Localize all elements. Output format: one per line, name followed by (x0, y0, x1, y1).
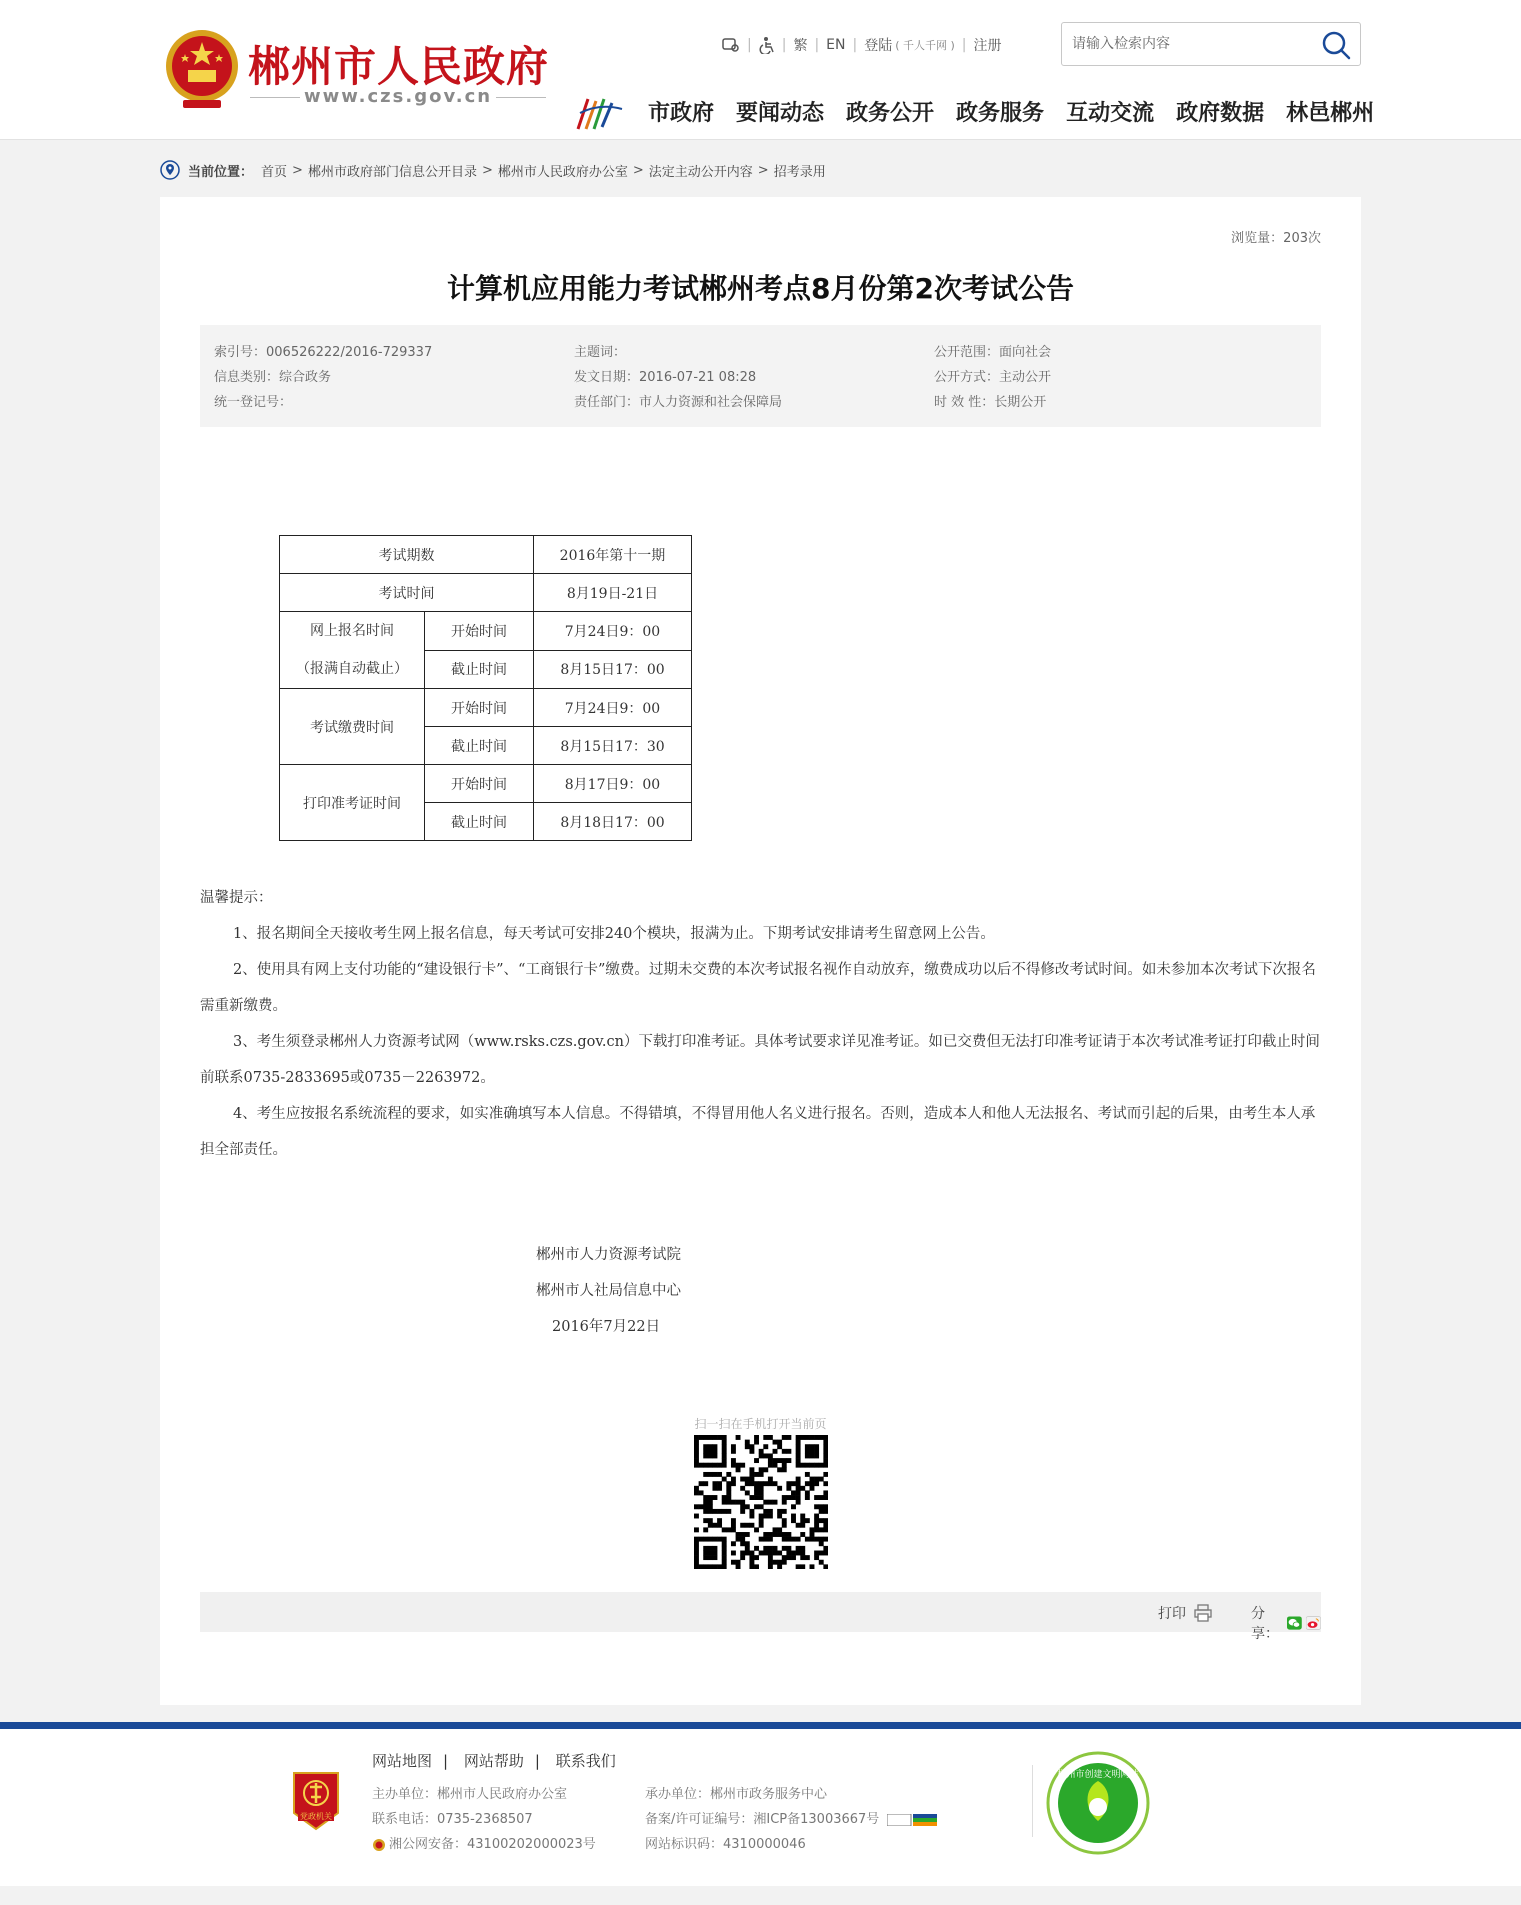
table-cell: 8月15日17：00 (534, 650, 692, 689)
table-cell: 开始时间 (425, 689, 534, 727)
breadcrumb-dept-directory[interactable]: 郴州市政府部门信息公开目录 (307, 164, 477, 180)
police-badge-icon (372, 1838, 386, 1852)
meta-subject: 主题词： (574, 345, 627, 360)
table-cell: 8月17日9：00 (534, 765, 692, 803)
footer-link-sitemap[interactable]: 网站地图 (372, 1752, 433, 1770)
site-header (0, 0, 1521, 140)
footer-links: 网站地图 | 网站帮助 | 联系我们 (372, 1752, 616, 1770)
meta-reg-no: 统一登记号： (214, 395, 293, 410)
table-cell (280, 612, 425, 689)
traditional-chinese-link[interactable]: 繁 (793, 38, 808, 54)
tip-paragraph: 3、考生须登录郴州人力资源考试网（www.rsks.czs.gov.cn）下载打印准考证。具体考试要求详见准考证。如已交费但无法打印准考证请于本次考试准考证打印截止时间前联系0735-2833695或0735－2263972。 (200, 1034, 1320, 1086)
meta-date: 发文日期：2016-07-21 08:28 (574, 370, 757, 385)
login-link[interactable]: 登陆 (864, 38, 893, 54)
meta-category: 信息类别：综合政务 (214, 370, 332, 385)
table-cell: 7月24日9：00 (534, 689, 692, 727)
table-cell: 打印准考证时间 (280, 765, 425, 841)
table-cell: 开始时间 (425, 612, 534, 651)
tip-paragraph: 2、使用具有网上支付功能的“建设银行卡”、“工商银行卡”缴费。过期未交费的本次考试报名视作自动放弃，缴费成功以后不得修改考试时间。如未参加本次考试下次报名需重新缴费。 (200, 962, 1316, 1014)
footer-police-text: 湘公网安备：43100202000023号 (389, 1837, 596, 1852)
reg-label-line1: 网上报名时间 (310, 623, 394, 639)
footer-organizer: 承办单位：郴州市政务服务中心 (645, 1787, 828, 1802)
search-icon[interactable] (1320, 29, 1352, 61)
table-row (280, 536, 692, 574)
party-badge-text: 党政机关 (300, 1812, 332, 1821)
cnzz-icon[interactable] (887, 1814, 937, 1826)
site-footer (0, 1729, 1521, 1886)
national-emblem-icon (163, 26, 241, 112)
footer-link-help[interactable]: 网站帮助 (463, 1752, 524, 1770)
site-title[interactable]: 郴州市人民政府 (248, 42, 550, 91)
exam-schedule-table (279, 535, 692, 841)
table-cell: 8月18日17：00 (534, 803, 692, 841)
table-cell: 截止时间 (425, 803, 534, 841)
top-links: | | 繁 | EN | 登陆 ( 千人千网 ) | 注册 (722, 34, 1002, 56)
elder-mode-icon[interactable] (722, 37, 740, 53)
nav-item-services[interactable]: 政务服务 (956, 101, 1045, 126)
search-input[interactable] (1072, 32, 1302, 56)
footer-host: 主办单位：郴州市人民政府办公室 (372, 1787, 568, 1802)
nav-item-data[interactable]: 政府数据 (1176, 101, 1265, 126)
site-url: www.czs.gov.cn (250, 86, 546, 107)
footer-link-contact[interactable]: 联系我们 (555, 1752, 616, 1770)
article-body (200, 880, 1321, 1168)
meta-validity: 时 效 性：长期公开 (934, 395, 1047, 410)
tip-paragraph: 1、报名期间全天接收考生网上报名信息，每天考试可安排240个模块，报满为止。下期考试安排请考生留意网上公告。 (233, 926, 995, 942)
breadcrumb-office[interactable]: 郴州市人民政府办公室 (497, 164, 628, 180)
action-bar (200, 1592, 1321, 1642)
table-cell: 开始时间 (425, 765, 534, 803)
table-cell: 截止时间 (425, 727, 534, 765)
nav-item-open-affairs[interactable]: 政务公开 (846, 101, 935, 126)
table-cell: 考试期数 (280, 536, 534, 574)
meta-dept: 责任部门：市人力资源和社会保障局 (574, 395, 783, 410)
footer-phone: 联系电话：0735-2368507 (372, 1812, 533, 1827)
breadcrumb: 当前位置： 首页 > 郴州市政府部门信息公开目录 > 郴州市人民政府办公室 > 法定主动公开内容 > 招考录用 (160, 159, 826, 181)
civilization-website-badge-icon[interactable] (1046, 1751, 1150, 1855)
table-cell: 截止时间 (425, 650, 534, 689)
breadcrumb-label: 当前位置： (188, 164, 254, 180)
meta-scope: 公开范围：面向社会 (934, 345, 1052, 360)
tip-paragraph: 4、考生应按报名系统流程的要求，如实准确填写本人信息。不得错填，不得冒用他人名义进行报名。否则，造成本人和他人无法报名、考试而引起的后果，由考生本人承担全部责任。 (200, 1106, 1316, 1158)
weibo-icon[interactable] (1306, 1615, 1321, 1631)
nav-item-interaction[interactable]: 互动交流 (1066, 101, 1155, 126)
printer-icon (1194, 1604, 1212, 1622)
login-sub-label: ( 千人千网 ) (895, 39, 955, 52)
footer-site-code: 网站标识码：4310000046 (645, 1837, 806, 1852)
main-nav (648, 96, 1374, 127)
table-cell: 2016年第十一期 (534, 536, 692, 574)
print-label: 打印 (1158, 1606, 1186, 1622)
article-meta (200, 325, 1321, 427)
english-link[interactable]: EN (826, 37, 846, 53)
share-group (1251, 1603, 1321, 1643)
table-cell: 8月19日-21日 (534, 574, 692, 612)
table-row (280, 689, 692, 727)
nav-item-news[interactable]: 要闻动态 (736, 101, 825, 126)
party-government-badge-icon[interactable] (290, 1769, 342, 1833)
city-logo-icon (574, 93, 626, 133)
view-count: 浏览量：203次 (1231, 231, 1321, 246)
qr-caption: 扫一扫在手机打开当前页 (694, 1417, 827, 1431)
print-button[interactable] (1158, 1603, 1212, 1623)
table-cell: 考试时间 (280, 574, 534, 612)
table-row (280, 612, 692, 651)
tips-title: 温馨提示： (200, 890, 273, 906)
meta-method: 公开方式：主动公开 (934, 370, 1052, 385)
nav-item-linyi-chenzhou[interactable]: 林邑郴州 (1286, 101, 1375, 126)
footer-divider (1032, 1765, 1033, 1837)
civil-badge-text: 郴州市创建文明网站 (1057, 1770, 1139, 1780)
table-cell: 7月24日9：00 (534, 612, 692, 651)
share-label: 分享： (1251, 1606, 1279, 1642)
register-link[interactable]: 注册 (973, 38, 1002, 54)
location-pin-icon (160, 160, 180, 180)
signature-date: 2016年7月22日 (552, 1319, 661, 1335)
footer-icp-text: 备案/许可证编号：湘ICP备13003667号 (645, 1812, 880, 1827)
qr-code-icon (694, 1435, 828, 1569)
search-box (1061, 22, 1361, 66)
footer-police-record[interactable] (372, 1832, 596, 1857)
breadcrumb-statutory[interactable]: 法定主动公开内容 (648, 164, 753, 180)
accessibility-icon[interactable] (759, 36, 775, 54)
signature-org1: 郴州市人力资源考试院 (536, 1247, 681, 1263)
footer-icp[interactable] (645, 1807, 937, 1832)
meta-index-no: 索引号：006526222/2016-729337 (214, 345, 433, 360)
breadcrumb-recruitment[interactable]: 招考录用 (773, 164, 826, 180)
breadcrumb-home[interactable]: 首页 (261, 164, 288, 180)
table-cell: 8月15日17：30 (534, 727, 692, 765)
wechat-icon[interactable] (1287, 1615, 1302, 1631)
article-card (160, 197, 1361, 1705)
footer-top-bar (0, 1722, 1521, 1729)
reg-label-line2: （报满自动截止） (296, 661, 408, 677)
signature-org2: 郴州市人社局信息中心 (536, 1283, 681, 1299)
article-title: 计算机应用能力考试郴州考点8月份第2次考试公告 (447, 272, 1074, 305)
table-row (280, 574, 692, 612)
table-row (280, 765, 692, 803)
table-cell: 考试缴费时间 (280, 689, 425, 765)
nav-item-city-government[interactable]: 市政府 (648, 101, 715, 126)
